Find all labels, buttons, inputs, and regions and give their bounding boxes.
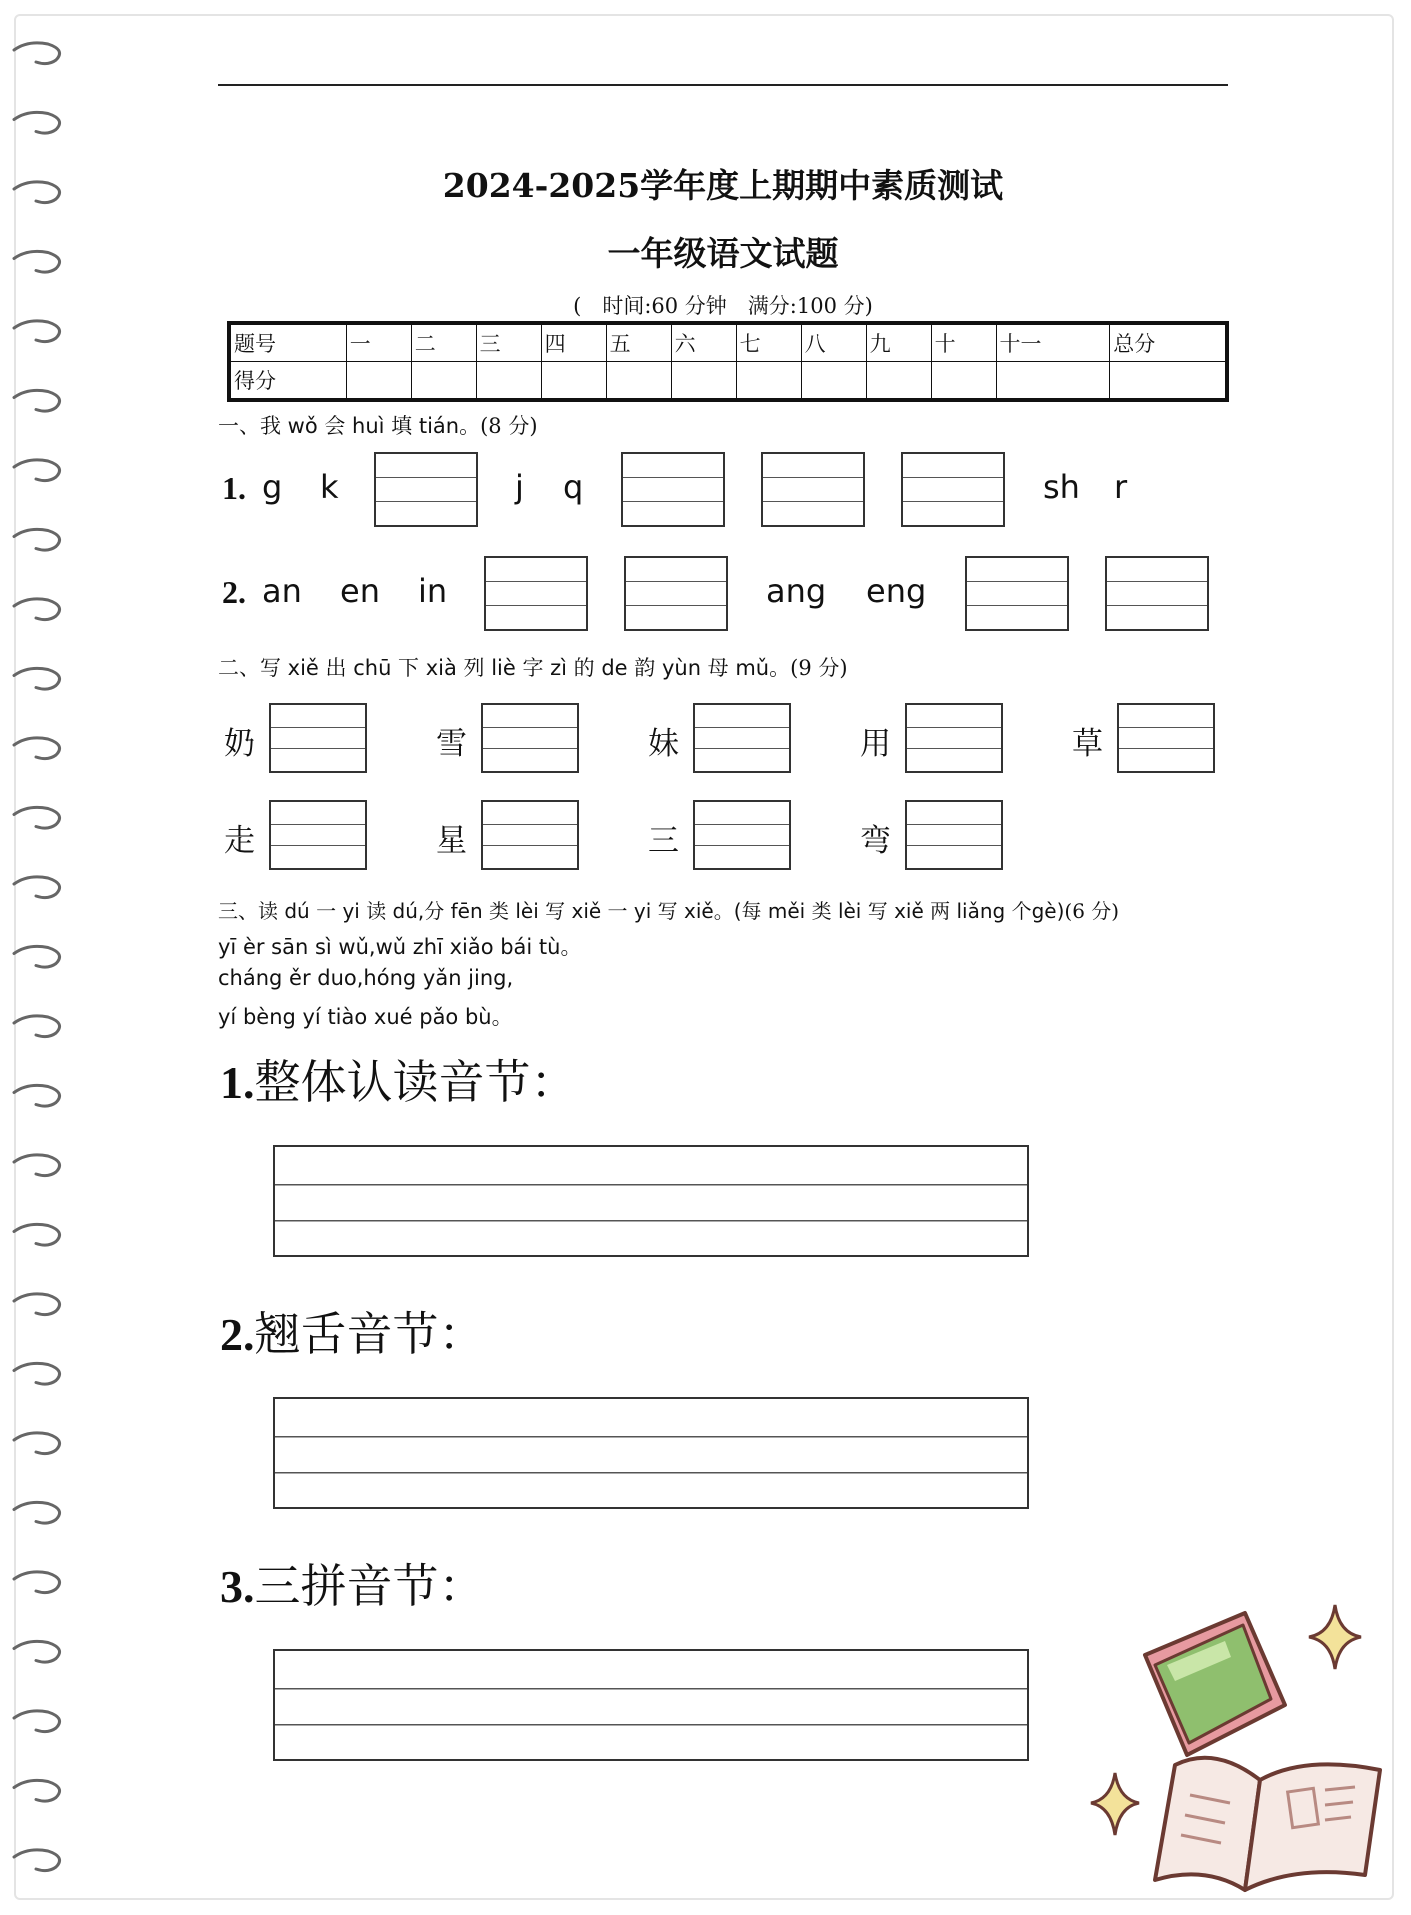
- final-answer-box[interactable]: [1117, 703, 1215, 773]
- pinyin-answer-box[interactable]: [1105, 556, 1209, 631]
- score-input-cell[interactable]: [801, 362, 866, 401]
- reading-line: yī èr sān sì wǔ,wǔ zhī xiǎo bái tù。: [218, 935, 582, 959]
- subquestion-1-heading: [220, 1046, 577, 1112]
- score-table: [227, 321, 1229, 402]
- section2-heading-text: 二、写 xiě 出 chū 下 xià 列 liè 字 zì 的 de 韵 yùn 母 mǔ。: [218, 656, 791, 680]
- pinyin-label: g: [262, 468, 283, 506]
- pinyin-label: an: [262, 572, 302, 610]
- pinyin-label: j: [515, 468, 524, 506]
- pinyin-label: r: [1114, 468, 1128, 506]
- score-input-cell[interactable]: [931, 362, 996, 401]
- subquestion-3-text: 三拼音节：: [254, 1559, 485, 1613]
- final-answer-box[interactable]: [481, 703, 579, 773]
- score-table-cell: 三: [476, 323, 541, 362]
- section1-heading-text: 一、我 wǒ 会 huì 填 tián。: [218, 414, 481, 438]
- writing-answer-box[interactable]: [273, 1397, 1029, 1509]
- score-table-cell: 二: [411, 323, 476, 362]
- score-table-score-row: [229, 362, 1227, 401]
- score-input-cell[interactable]: [996, 362, 1110, 401]
- final-answer-box[interactable]: [693, 800, 791, 870]
- writing-answer-box[interactable]: [273, 1145, 1029, 1257]
- subquestion-1-text: 整体认读音节：: [254, 1055, 577, 1109]
- final-answer-box[interactable]: [481, 800, 579, 870]
- final-answer-box[interactable]: [269, 703, 367, 773]
- pinyin-label: en: [340, 572, 380, 610]
- pinyin-label: ang: [766, 572, 827, 610]
- writing-answer-box[interactable]: [273, 1649, 1029, 1761]
- character-label: 走: [224, 823, 255, 859]
- section3-points: (6 分): [1064, 899, 1120, 923]
- subquestion-1-number: 1.: [220, 1057, 255, 1108]
- q1-number: 1.: [222, 470, 246, 506]
- character-label: 用: [860, 726, 891, 762]
- section3-heading-text: 三、读 dú 一 yi 读 dú,分 fēn 类 lèi 写 xiě 一 yi 写 xiě。(每 měi 类 lèi 写 xiě 两 liǎng 个gè): [218, 899, 1065, 923]
- sparkle-icon: [1309, 1605, 1361, 1669]
- score-input-cell[interactable]: [1110, 362, 1227, 401]
- reading-line: yí bèng yí tiào xué pǎo bù。: [218, 1005, 513, 1029]
- section1-points: (8 分): [480, 414, 538, 438]
- section1-heading: [218, 410, 538, 440]
- subquestion-2-heading: [220, 1298, 485, 1364]
- score-table-cell: 八: [801, 323, 866, 362]
- score-input-cell[interactable]: [671, 362, 736, 401]
- book-decoration: [1085, 1595, 1405, 1895]
- score-input-cell[interactable]: [476, 362, 541, 401]
- score-table-cell: 一: [346, 323, 411, 362]
- character-label: 奶: [224, 726, 255, 762]
- pinyin-label: eng: [866, 572, 927, 610]
- score-table-cell: 总分: [1110, 323, 1227, 362]
- final-answer-box[interactable]: [905, 800, 1003, 870]
- subquestion-3-heading: [220, 1550, 485, 1616]
- final-answer-box[interactable]: [693, 703, 791, 773]
- score-table-cell: 十: [931, 323, 996, 362]
- score-input-cell[interactable]: [346, 362, 411, 401]
- pinyin-label: q: [563, 468, 584, 506]
- spiral-binding-icon: [8, 30, 68, 1900]
- q2-number: 2.: [222, 574, 246, 610]
- pinyin-label: sh: [1043, 468, 1080, 506]
- score-input-cell[interactable]: [866, 362, 931, 401]
- open-book-icon: [1155, 1758, 1380, 1890]
- final-answer-box[interactable]: [905, 703, 1003, 773]
- score-input-cell[interactable]: [541, 362, 606, 401]
- pinyin-answer-box[interactable]: [761, 452, 865, 527]
- character-label: 星: [436, 823, 467, 859]
- character-label: 雪: [436, 726, 467, 762]
- pinyin-label: in: [418, 572, 448, 610]
- score-table-cell: 得分: [229, 362, 346, 401]
- character-label: 草: [1072, 726, 1103, 762]
- section2-heading: [218, 652, 848, 682]
- pinyin-answer-box[interactable]: [624, 556, 728, 631]
- score-table-cell: 九: [866, 323, 931, 362]
- score-table-cell: 十一: [996, 323, 1110, 362]
- reading-line: cháng ěr duo,hóng yǎn jing,: [218, 966, 514, 990]
- top-rule: [218, 84, 1228, 86]
- score-table-cell: 七: [736, 323, 801, 362]
- character-label: 妹: [648, 726, 679, 762]
- page-subtitle: 一年级语文试题: [607, 234, 839, 273]
- pinyin-answer-box[interactable]: [621, 452, 725, 527]
- score-input-cell[interactable]: [606, 362, 671, 401]
- pinyin-answer-box[interactable]: [484, 556, 588, 631]
- score-table-header-row: [229, 323, 1227, 362]
- exam-info: ( 时间:60 分钟 满分:100 分): [573, 294, 873, 318]
- character-label: 三: [648, 823, 679, 859]
- score-table-cell: 四: [541, 323, 606, 362]
- sparkle-icon: [1091, 1773, 1139, 1835]
- pinyin-answer-box[interactable]: [374, 452, 478, 527]
- pinyin-answer-box[interactable]: [901, 452, 1005, 527]
- section2-points: (9 分): [790, 656, 848, 680]
- subquestion-2-text: 翘舌音节：: [254, 1307, 485, 1361]
- score-table-cell: 五: [606, 323, 671, 362]
- section3-heading: [218, 895, 1119, 924]
- score-table-cell: 题号: [229, 323, 346, 362]
- score-input-cell[interactable]: [736, 362, 801, 401]
- page-title: 2024-2025学年度上期期中素质测试: [442, 166, 1004, 205]
- score-input-cell[interactable]: [411, 362, 476, 401]
- character-label: 弯: [860, 823, 891, 859]
- subquestion-2-number: 2.: [220, 1309, 255, 1360]
- score-table-cell: 六: [671, 323, 736, 362]
- pinyin-answer-box[interactable]: [965, 556, 1069, 631]
- pinyin-label: k: [320, 468, 339, 506]
- book-icon: [1145, 1613, 1285, 1755]
- final-answer-box[interactable]: [269, 800, 367, 870]
- subquestion-3-number: 3.: [220, 1561, 255, 1612]
